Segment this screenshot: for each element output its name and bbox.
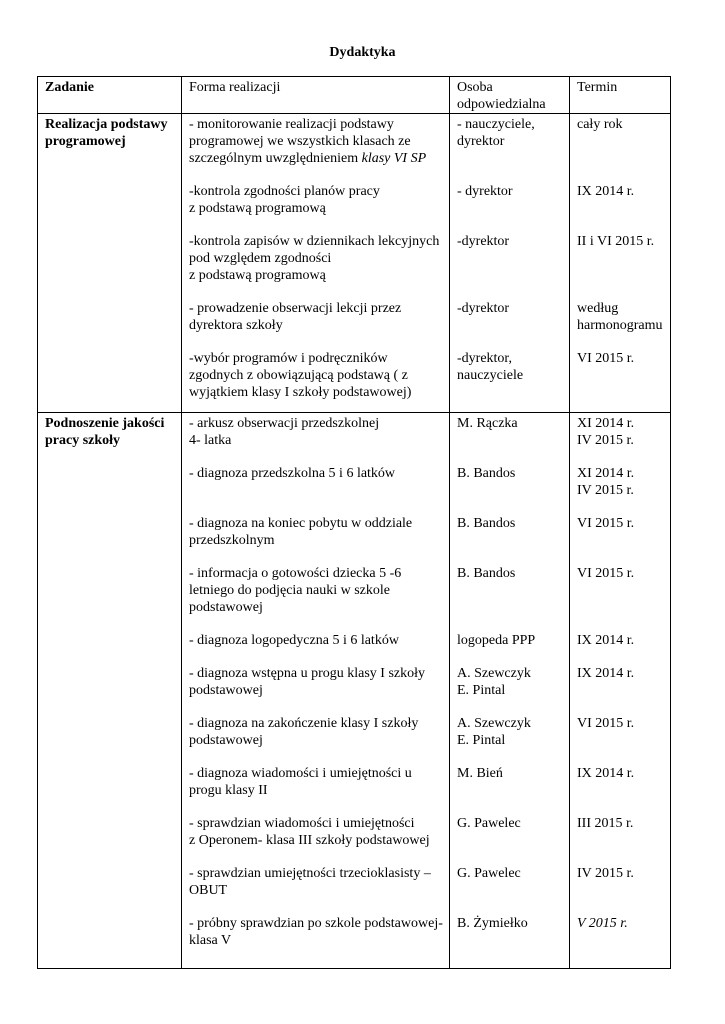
forma-item: -wybór programów i podręczników zgodnych z obowiązującą podstawą ( z wyjątkiem klasy I szkoły podstawowej) bbox=[189, 351, 412, 400]
termin-item: cały rok bbox=[577, 117, 623, 132]
termin-item: VI 2015 r. bbox=[577, 566, 635, 581]
osoba-item: -dyrektor bbox=[457, 301, 510, 316]
osoba-item: -dyrektor, nauczyciele bbox=[457, 351, 524, 383]
osoba-item: A. Szewczyk E. Pintal bbox=[457, 716, 531, 748]
header-osoba: Osoba odpowiedzialna bbox=[450, 77, 570, 114]
osoba-item: B. Bandos bbox=[457, 466, 516, 481]
termin-item: IX 2014 r. bbox=[577, 666, 635, 681]
forma-item: - sprawdzian wiadomości i umiejętności z Operonem- klasa III szkoły podstawowej bbox=[189, 816, 430, 848]
header-termin: Termin bbox=[570, 77, 671, 114]
forma-item: - diagnoza na koniec pobytu w oddziale przedszkolnym bbox=[189, 516, 413, 548]
forma-item: - diagnoza przedszkolna 5 i 6 latków bbox=[189, 466, 396, 481]
forma-item: -kontrola zapisów w dziennikach lekcyjnych pod względem zgodności z podstawą programową bbox=[189, 234, 440, 283]
osoba-item: G. Pawelec bbox=[457, 816, 521, 831]
table-row bbox=[38, 413, 671, 969]
plan-table bbox=[37, 76, 671, 969]
task-cell: Podnoszenie jakości pracy szkoły bbox=[38, 413, 182, 969]
header-forma: Forma realizacji bbox=[182, 77, 450, 114]
forma-item: - diagnoza wiadomości i umiejętności u progu klasy II bbox=[189, 766, 412, 798]
header-zadanie: Zadanie bbox=[38, 77, 182, 114]
termin-item: VI 2015 r. bbox=[577, 516, 635, 531]
termin-item: VI 2015 r. bbox=[577, 716, 635, 731]
task-cell: Realizacja podstawy programowej bbox=[38, 114, 182, 413]
termin-item: XI 2014 r. IV 2015 r. bbox=[577, 466, 635, 498]
osoba-item: logopeda PPP bbox=[457, 633, 536, 648]
osoba-item: M. Bień bbox=[457, 766, 503, 781]
termin-item: VI 2015 r. bbox=[577, 351, 635, 366]
termin-item: II i VI 2015 r. bbox=[577, 234, 655, 249]
forma-item: - informacja o gotowości dziecka 5 -6 letniego do podjęcia nauki w szkole podstawowej bbox=[189, 566, 402, 615]
termin-item: IX 2014 r. bbox=[577, 184, 635, 199]
forma-item: - arkusz obserwacji przedszkolnej 4- latka bbox=[189, 416, 380, 448]
osoba-item: B. Bandos bbox=[457, 566, 516, 581]
termin-cell bbox=[570, 413, 671, 969]
osoba-item: A. Szewczyk E. Pintal bbox=[457, 666, 531, 698]
forma-cell bbox=[182, 114, 450, 413]
osoba-cell bbox=[450, 413, 570, 969]
osoba-item: - nauczyciele, dyrektor bbox=[457, 117, 535, 149]
termin-item: V 2015 r. bbox=[577, 916, 628, 931]
osoba-item: - dyrektor bbox=[457, 184, 513, 199]
termin-item: według harmonogramu bbox=[577, 301, 663, 333]
osoba-item: B. Bandos bbox=[457, 516, 516, 531]
document-title: Dydaktyka bbox=[329, 45, 396, 60]
forma-item: -kontrola zgodności planów pracy z podstawą programową bbox=[189, 184, 380, 216]
osoba-item: -dyrektor bbox=[457, 234, 510, 249]
forma-item: - diagnoza wstępna u progu klasy I szkoły podstawowej bbox=[189, 666, 425, 698]
termin-item: III 2015 r. bbox=[577, 816, 634, 831]
table-row bbox=[38, 114, 671, 413]
termin-item: XI 2014 r. IV 2015 r. bbox=[577, 416, 635, 448]
termin-item: IV 2015 r. bbox=[577, 866, 634, 881]
forma-item: - próbny sprawdzian po szkole podstawowej- klasa V bbox=[189, 916, 443, 948]
forma-item: - diagnoza logopedyczna 5 i 6 latków bbox=[189, 633, 399, 648]
forma-item: - diagnoza na zakończenie klasy I szkoły podstawowej bbox=[189, 716, 419, 748]
termin-item: IX 2014 r. bbox=[577, 633, 635, 648]
osoba-item: G. Pawelec bbox=[457, 866, 521, 881]
table-header-row bbox=[38, 77, 671, 114]
forma-item: - sprawdzian umiejętności trzecioklasisty – OBUT bbox=[189, 866, 431, 898]
osoba-item: B. Żymiełko bbox=[457, 916, 528, 931]
termin-item: IX 2014 r. bbox=[577, 766, 635, 781]
forma-item: - prowadzenie obserwacji lekcji przez dyrektora szkoły bbox=[189, 301, 402, 333]
osoba-item: M. Rączka bbox=[457, 416, 518, 431]
forma-cell bbox=[182, 413, 450, 969]
termin-cell bbox=[570, 114, 671, 413]
osoba-cell bbox=[450, 114, 570, 413]
forma-item: - monitorowanie realizacji podstawy programowej we wszystkich klasach ze szczególnym uwzględnieniem klasy VI SP bbox=[189, 117, 427, 166]
